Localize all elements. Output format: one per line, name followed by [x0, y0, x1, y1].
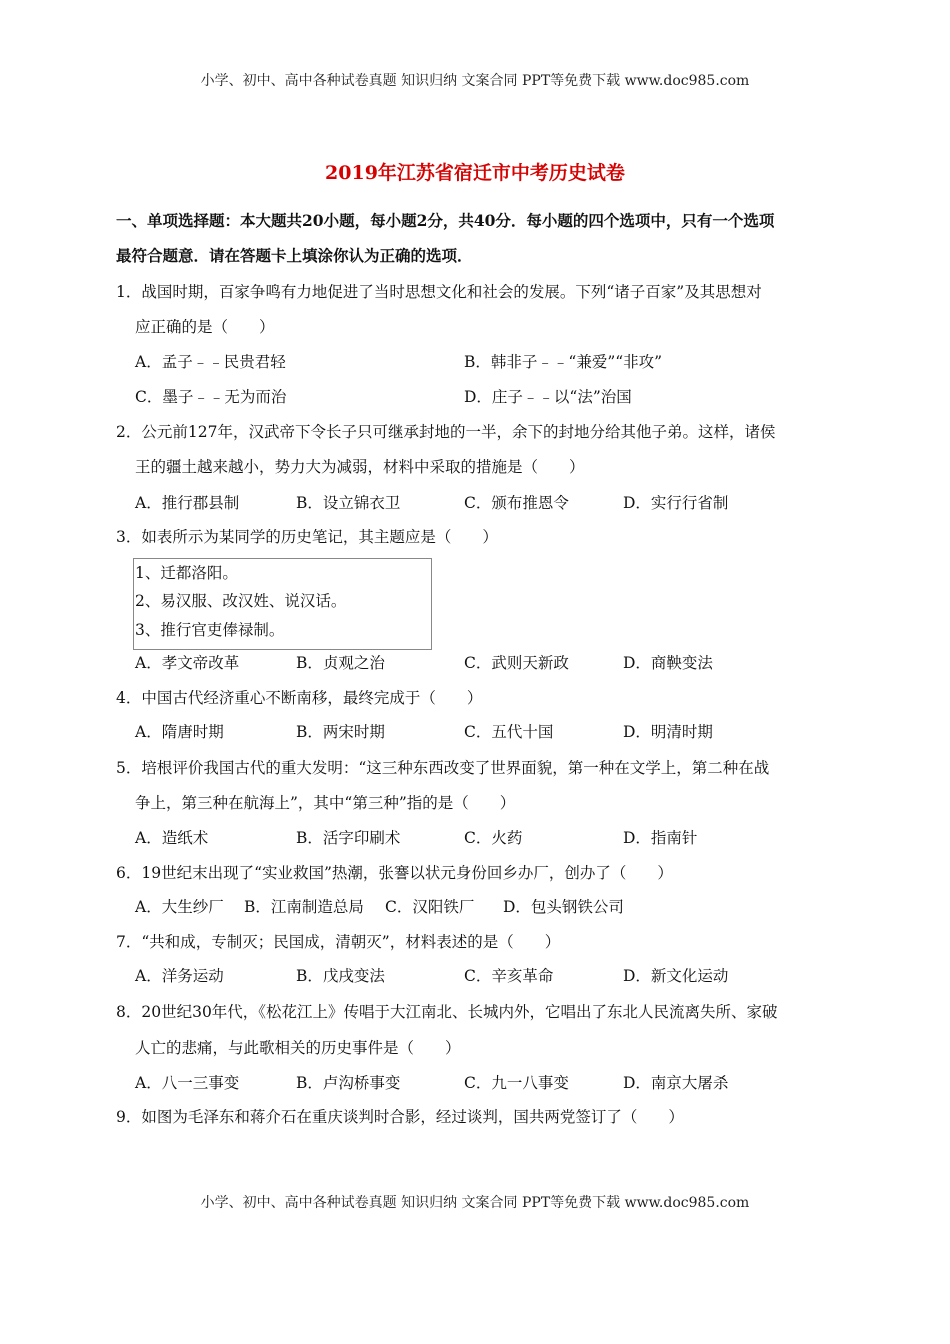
note-item-3: 3、推行官吏俸禄制。	[135, 621, 285, 639]
question-8-text-cont: 人亡的悲痛，与此歌相关的历史事件是（ ）	[135, 1039, 461, 1057]
question-7-option-b: B．戊戌变法	[296, 967, 385, 985]
question-3-option-d: D．商鞅变法	[623, 654, 713, 672]
question-7-option-a: A．洋务运动	[135, 967, 224, 985]
question-5-option-c: C．火药	[464, 829, 523, 847]
section-instruction-line-1: 一、单项选择题：本大题共20小题，每小题2分，共40分．每小题的四个选项中，只有一个选项	[116, 211, 775, 230]
question-4-text: 4．中国古代经济重心不断南移，最终完成于（ ）	[116, 689, 483, 707]
note-item-2: 2、易汉服、改汉姓、说汉话。	[135, 592, 347, 610]
question-6-option-a: A．大生纱厂	[135, 898, 224, 916]
question-8-option-a: A．八一三事变	[135, 1074, 240, 1092]
question-1-text-cont: 应正确的是（ ）	[135, 318, 275, 336]
question-2-option-a: A．推行郡县制	[135, 494, 240, 512]
question-4-option-b: B．两宋时期	[296, 723, 385, 741]
question-2-option-c: C．颁布推恩令	[464, 494, 569, 512]
question-8-option-d: D．南京大屠杀	[623, 1074, 729, 1092]
question-1-option-c: C．墨子﹣﹣无为而治	[135, 388, 287, 406]
question-5-option-d: D．指南针	[623, 829, 698, 847]
question-3-option-c: C．武则天新政	[464, 654, 569, 672]
question-7-option-d: D．新文化运动	[623, 967, 729, 985]
question-2-option-b: B．设立锦衣卫	[296, 494, 401, 512]
question-7-text: 7．“共和成，专制灭；民国成，清朝灭”，材料表述的是（ ）	[116, 933, 561, 951]
question-1-option-a: A．孟子﹣﹣民贵君轻	[135, 353, 286, 371]
page-title: 2019年江苏省宿迁市中考历史试卷	[325, 162, 625, 184]
question-6-option-d: D．包头钢铁公司	[503, 898, 624, 916]
question-4-option-c: C．五代十国	[464, 723, 554, 741]
question-4-option-d: D．明清时期	[623, 723, 713, 741]
question-2-option-d: D．实行行省制	[623, 494, 729, 512]
question-6-option-c: C．汉阳铁厂	[385, 898, 475, 916]
question-5-text: 5．培根评价我国古代的重大发明：“这三种东西改变了世界面貌，第一种在文学上，第二种在战	[116, 759, 770, 777]
question-2-text: 2．公元前127年，汉武帝下令长子只可继承封地的一半，余下的封地分给其他子弟。这样，诸侯	[116, 423, 776, 441]
question-3-option-b: B．贞观之治	[296, 654, 385, 672]
question-6-option-b: B．江南制造总局	[244, 898, 364, 916]
question-3-text: 3．如表所示为某同学的历史笔记，其主题应是（ ）	[116, 528, 498, 546]
question-9-text: 9．如图为毛泽东和蒋介石在重庆谈判时合影，经过谈判，国共两党签订了（ ）	[116, 1108, 684, 1126]
question-1-option-b: B．韩非子﹣﹣“兼爱”“非攻”	[464, 353, 663, 371]
note-item-1: 1、迁都洛阳。	[135, 564, 238, 582]
question-2-text-cont: 王的疆土越来越小，势力大为减弱，材料中采取的措施是（ ）	[135, 458, 585, 476]
question-7-option-c: C．辛亥革命	[464, 967, 554, 985]
question-8-option-b: B．卢沟桥事变	[296, 1074, 401, 1092]
question-6-text: 6．19世纪末出现了“实业救国”热潮，张謇以状元身份回乡办厂，创办了（ ）	[116, 864, 673, 882]
question-5-option-b: B．活字印刷术	[296, 829, 401, 847]
question-8-option-c: C．九一八事变	[464, 1074, 569, 1092]
question-3-option-a: A．孝文帝改革	[135, 654, 240, 672]
question-8-text: 8．20世纪30年代，《松花江上》传唱于大江南北、长城内外，它唱出了东北人民流离失所、家破	[116, 1003, 778, 1021]
page-footer: 小学、初中、高中各种试卷真题 知识归纳 文案合同 PPT等免费下载 www.doc985.com	[200, 1195, 750, 1211]
question-1-text: 1．战国时期，百家争鸣有力地促进了当时思想文化和社会的发展。下列“诸子百家”及其思想对	[116, 283, 762, 301]
question-5-option-a: A．造纸术	[135, 829, 209, 847]
question-4-option-a: A．隋唐时期	[135, 723, 224, 741]
question-5-text-cont: 争上，第三种在航海上”，其中“第三种”指的是（ ）	[135, 794, 516, 812]
page-header: 小学、初中、高中各种试卷真题 知识归纳 文案合同 PPT等免费下载 www.doc985.com	[200, 73, 750, 89]
section-instruction-line-2: 最符合题意．请在答题卡上填涂你认为正确的选项．	[116, 246, 473, 265]
question-1-option-d: D．庄子﹣﹣以“法”治国	[464, 388, 632, 406]
